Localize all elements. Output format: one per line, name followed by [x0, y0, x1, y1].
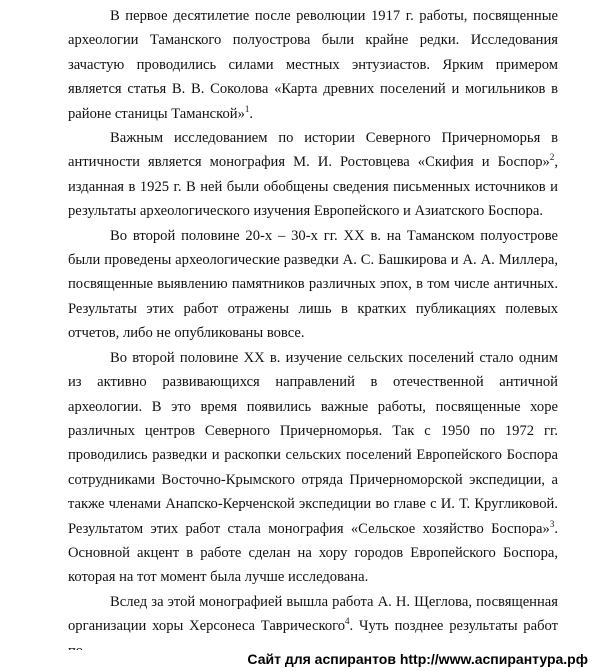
paragraph-text: Во второй половине XX в. изучение сельских поселений стало одним из активно развивающихся направлений в отечественной античной археологии. В это время появились важные работы, посвященные хоре различных центров Северного Причерноморья. Так с 1950 по 1972 гг. проводились разведки и раскопки сельских поселений Европейского Боспора сотрудниками Восточно-Крымского отряда Причерноморской экспедиции, а также членами Анапско-Керченской экспедиции во главе с И. Т. Кругликовой. Результатом этих работ стала монография «Сельское хозяйство Боспора» [68, 349, 558, 537]
footnote-ref: 2 [549, 152, 555, 163]
paragraph-text: , изданная в 1925 г. В ней были обобщены сведения письменных источников и результаты археологического изучения Европейского и Азиатского Боспора. [68, 154, 558, 220]
paragraph [68, 224, 558, 346]
footnote-ref: 1 [244, 103, 250, 114]
paragraph [68, 346, 558, 590]
paragraph-text: . [249, 105, 254, 122]
paragraph-text: . Основной акцент в работе сделан на хору городов Европейского Боспора, которая на тот момент была лучше исследована. [68, 520, 558, 586]
paragraph [68, 4, 558, 126]
site-watermark: Сайт для аспирантов http://www.аспирантура.рф [247, 651, 588, 667]
paragraph-text: Вслед за этой монографией вышла работа А. Н. Щеглова, посвященная организации хоры Херсонеса Таврического [68, 593, 558, 635]
document-body [68, 4, 558, 663]
footnote-ref: 3 [549, 518, 555, 529]
footnote-ref: 4 [345, 616, 350, 627]
paragraph-text: Во второй половине 20-х – 30-х гг. XX в. на Таманском полуострове были проведены археологические разведки А. С. Башкирова и А. А. Миллера, посвященные выявлению памятников различных эпох, в том числе античных. Результаты этих работ отражены лишь в кратких публикациях полевых отчетов, либо не опубликованы вовсе. [68, 227, 558, 342]
paragraph-text: Важным исследованием по истории Северного Причерноморья в античности является монография М. И. Ростовцева «Скифия и Боспор» [68, 130, 558, 171]
paragraph-text: . Чуть позднее результаты работ [349, 618, 558, 635]
paragraph [68, 126, 558, 224]
paragraph-text: В первое десятилетие после революции 1917 г. работы, посвященные археологии Таманского полуострова были крайне редки. Исследования зачастую проводились силами местных энтузиастов. Ярким примером является статья В. В. Соколова «Карта древних поселений и могильников в районе станицы Таманской» [68, 8, 558, 122]
